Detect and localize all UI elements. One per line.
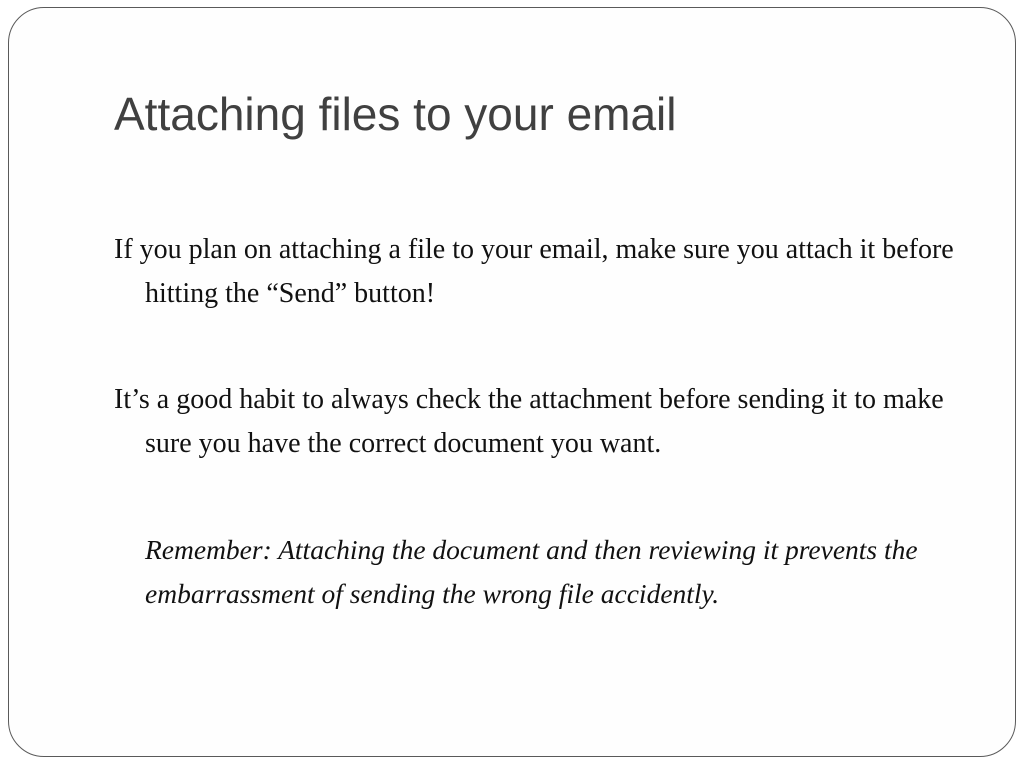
paragraph-check-attachment: It’s a good habit to always check the attachment before sending it to make sure you have the correct document you want.: [114, 384, 944, 459]
slide-frame: [8, 7, 1016, 757]
slide-body: [114, 228, 974, 616]
remember-note: Remember: Attaching the document and then reviewing it prevents the embarrassment of sending the wrong file accidently.: [145, 534, 918, 609]
paragraph-attach-before-send: If you plan on attaching a file to your email, make sure you attach it before hitting the “Send” button!: [114, 234, 954, 309]
slide-title: Attaching files to your email: [114, 88, 677, 140]
